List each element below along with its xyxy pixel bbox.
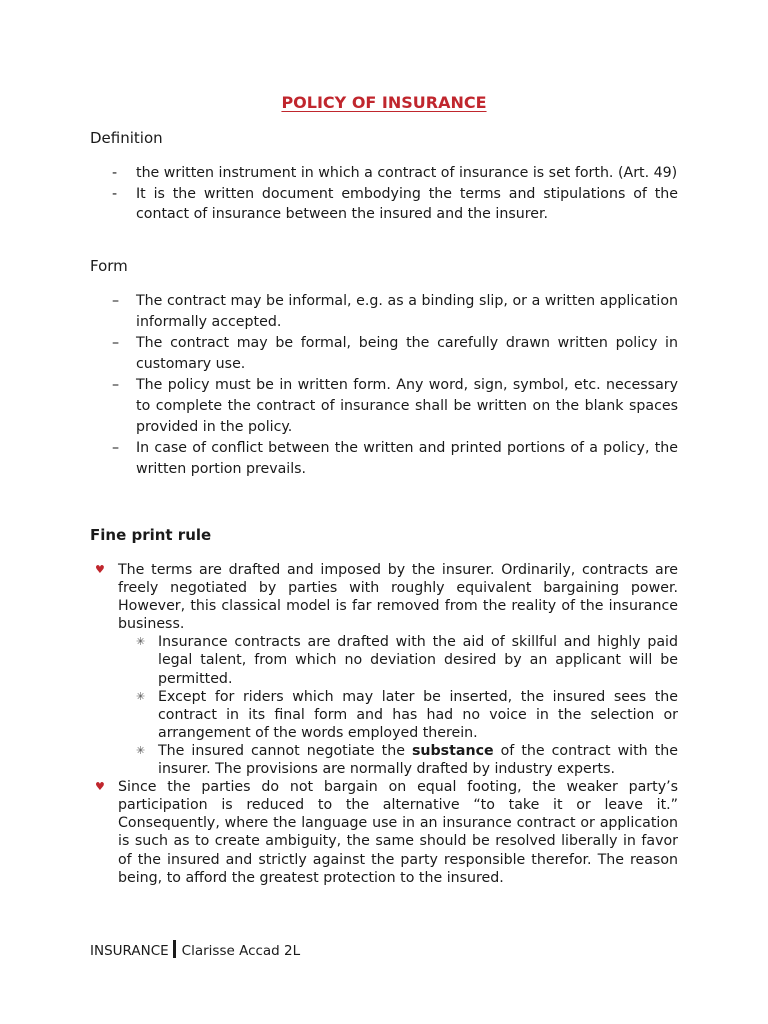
form-item: [90, 333, 678, 375]
page-title: POLICY OF INSURANCE: [281, 93, 487, 112]
definition-list: [90, 163, 678, 225]
form-item-text: The contract may be informal, e.g. as a binding slip, or a written application informally accepted.: [136, 293, 678, 330]
fine-print-item-text: Since the parties do not bargain on equal footing, the weaker party’s participation is reduced to the alternative “to take it or leave it.” Consequently, where the language use in an insurance contract or application is such as to create ambiguity, the same should be resolved liberally in favor of the insured and strictly against the party responsible therefor. The reason being, to afford the greatest protection to the insured.: [118, 779, 678, 886]
fine-print-item: [90, 778, 678, 887]
fine-print-subitem-text: Except for riders which may later be inserted, the insured sees the contract in its final form and has had no voice in the selection or arrangement of the words employed therein.: [158, 688, 678, 741]
footer-left: INSURANCE: [90, 943, 169, 959]
definition-heading: Definition: [90, 129, 163, 147]
form-list: [90, 291, 678, 480]
dash-marker: –: [112, 377, 120, 393]
fine-print-heading: Fine print rule: [90, 526, 212, 544]
form-item-text: The contract may be formal, being the carefully drawn written policy in customary use.: [136, 335, 678, 372]
fine-print-subitem: [90, 633, 678, 687]
dash-marker: -: [112, 165, 118, 181]
fine-print-sublist: [90, 633, 678, 778]
fine-print-item-text: The terms are drafted and imposed by the insurer. Ordinarily, contracts are freely negotiated by parties with roughly equivalent bargaining power. However, this classical model is far removed from the reality of the insurance business.: [118, 562, 678, 633]
fine-print-item: [90, 561, 678, 633]
form-item-text: The policy must be in written form. Any word, sign, symbol, etc. necessary to complete the contract of insurance shall be written on the blank spaces provided in the policy.: [136, 377, 678, 435]
fine-print-subitem-emphasis: substance: [411, 742, 494, 759]
form-item: [90, 375, 678, 438]
heart-icon: ♥: [95, 563, 105, 576]
fine-print-list: [90, 561, 678, 887]
fine-print-subitem-text: Insurance contracts are drafted with the aid of skillful and highly paid legal talent, from which no deviation desired by an applicant will be permitted.: [158, 634, 678, 687]
asterisk-icon: ✳: [136, 689, 146, 703]
form-heading: Form: [90, 257, 128, 275]
dash-marker: –: [112, 335, 120, 351]
dash-marker: -: [112, 185, 118, 202]
form-item: [90, 291, 678, 333]
definition-item: [90, 184, 678, 225]
dash-marker: –: [112, 440, 120, 456]
fine-print-subitem-text-before: The insured cannot negotiate the: [158, 742, 412, 759]
asterisk-icon: ✳: [136, 743, 146, 757]
form-item: [90, 438, 678, 480]
fine-print-subitem-text-after: of the contract with the insurer. The provisions are normally drafted by industry experts.: [158, 742, 678, 778]
footer-separator: [173, 940, 176, 958]
footer-right: Clarisse Accad 2L: [181, 943, 301, 959]
form-item-text: In case of conflict between the written and printed portions of a policy, the written portion prevails.: [136, 440, 678, 477]
asterisk-icon: ✳: [136, 635, 146, 649]
definition-item-text: It is the written document embodying the terms and stipulations of the contact of insurance between the insured and the insurer.: [136, 185, 678, 222]
fine-print-subitem: [90, 688, 678, 742]
definition-item: [90, 163, 678, 184]
dash-marker: –: [112, 293, 120, 309]
fine-print-subitem: [90, 742, 678, 778]
definition-item-text: the written instrument in which a contract of insurance is set forth. (Art. 49): [136, 165, 678, 181]
page-footer: [90, 940, 300, 959]
heart-icon: ♥: [95, 780, 105, 794]
